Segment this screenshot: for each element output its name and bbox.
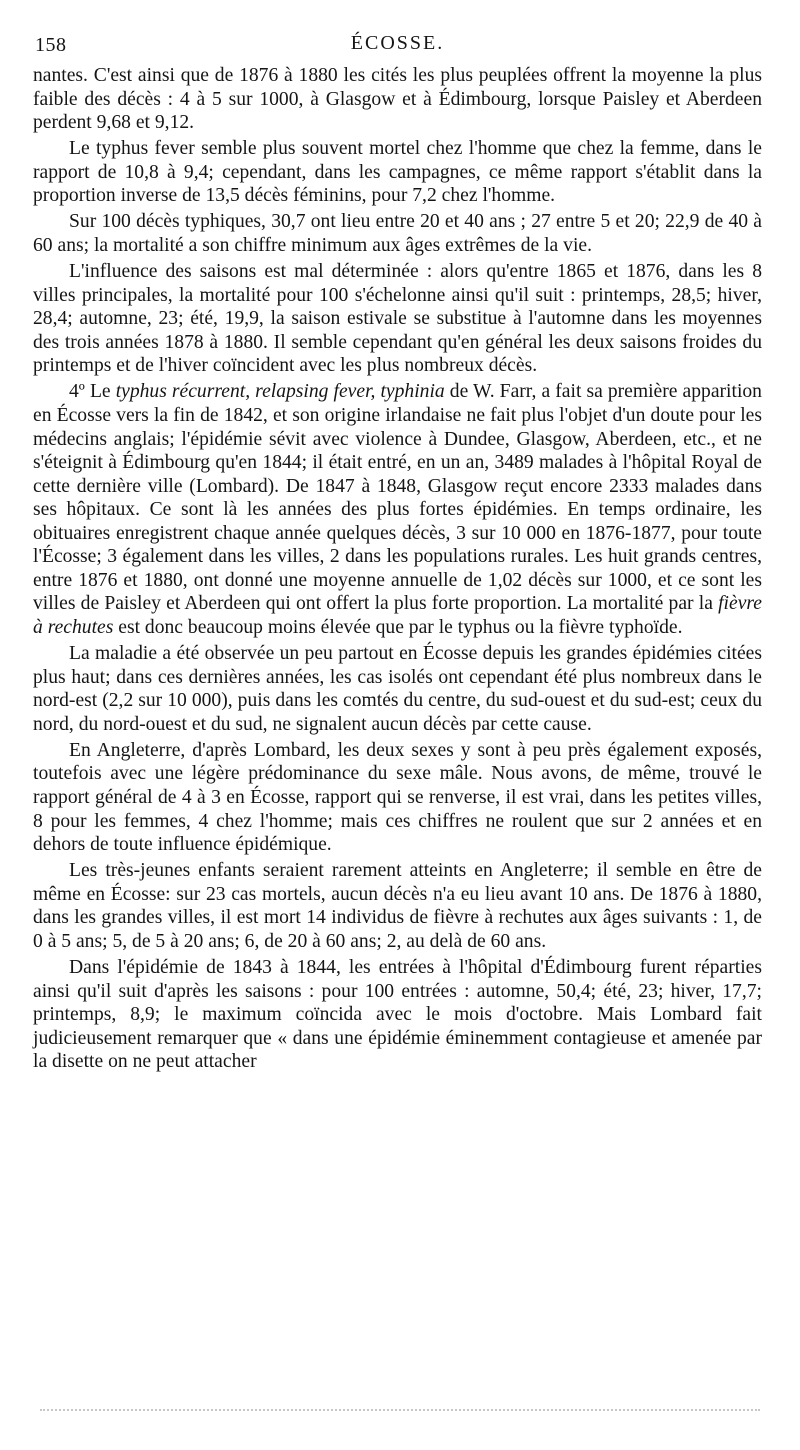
italic-text: typhus récurrent, relapsing fever, typhinia [115,381,445,403]
paragraph [33,642,762,736]
paragraph [33,137,762,208]
text-run: de W. Farr, a fait sa première apparition en Écosse vers la fin de 1842, et son origine irlandaise ne fait plus l'objet d'un doute pour les médecins anglais; l'épidémie sévit avec violence à Dundee, Glasgow, Aberdeen, etc., et ne s'éteignit à Édimbourg qu'en 1844; il était entré, en un an, 3489 malades à l'hôpital Royal de cette dernière ville (Lombard). De 1847 à 1848, Glasgow reçut encore 2333 malades dans ses hôpitaux. Ce sont là les années des plus fortes épidémies. En temps ordinaire, les obituaires enregistrent chaque année quelques décès, 3 sur 10 000 en 1876-1877, pour toute l'Écosse; 3 également dans les villes, 2 dans les populations rurales. Les huit grands centres, entre 1876 et 1880, ont donné une moyenne annuelle de 1,02 décès sur 1000, et ce sont les villes de Paisley et Aberdeen qui ont offert la plus forte proportion. La mortalité par la [33,381,762,615]
text-run: La maladie a été observée un peu partout en Écosse depuis les grandes épidémies citées plus haut; dans ces dernières années, les cas isolés ont cependant été plus nombreux dans le nord-est (2,2 sur 10 000), puis dans les comtés du centre, du sud-ouest et du sud-est; ceux du nord, du nord-ouest et du sud, ne signalent aucun décès par cette cause. [33,643,762,735]
text-run: nantes. C'est ainsi que de 1876 à 1880 les cités les plus peuplées offrent la moyenne la plus faible des décès : 4 à 5 sur 1000, à Glasgow et à Édimbourg, lorsque Paisley et Aberdeen perdent 9,68 et 9,12. [33,65,762,134]
paragraph [33,859,762,953]
running-title: ÉCOSSE. [350,32,445,54]
paragraph [33,64,762,135]
text-run: En Angleterre, d'après Lombard, les deux sexes y sont à peu près également exposés, toutefois avec une légère prédominance du sexe mâle. Nous avons, de même, trouvé le rapport général de 4 à 3 en Écosse, rapport qui se renverse, il est vrai, dans les petites villes, 8 pour les femmes, 4 chez l'homme; mais ces chiffres ne roulent que sur 2 années et en dehors de toute influence épidémique. [33,739,762,856]
body-text [33,64,762,1074]
paragraph [33,260,762,378]
bottom-scan-marks [40,1409,760,1414]
text-run: L'influence des saisons est mal déterminée : alors qu'entre 1865 et 1876, dans les 8 villes principales, la mortalité pour 100 s'échelonne ainsi qu'il suit : printemps, 28,5; hiver, 28,4; automne, 23; été, 19,9, la saison estivale se substitue à l'automne dans les moyennes des trois années 1878 à 1880. Il semble cependant qu'en général les deux saisons froides du printemps et de l'hiver coïncident avec les plus nombreux décès. [33,261,762,377]
text-run: Les très-jeunes enfants seraient rarement atteints en Angleterre; il semble en être de même en Écosse: sur 23 cas mortels, aucun décès n'a eu lieu avant 10 ans. De 1876 à 1880, dans les grandes villes, il est mort 14 individus de fièvre à rechutes aux âges suivants : 1, de 0 à 5 ans; 5, de 5 à 20 ans; 6, de 20 à 60 ans; 2, au delà de 60 ans. [33,860,762,952]
paragraph [33,739,762,857]
text-run: Le typhus fever semble plus souvent mortel chez l'homme que chez la femme, dans le rapport de 10,8 à 9,4; cependant, dans les campagnes, ce même rapport s'établit dans la proportion inverse de 13,5 décès féminins, pour 7,2 chez l'homme. [33,138,762,207]
paragraph [33,956,762,1074]
paragraph [33,210,762,257]
text-run: 4º Le [69,381,116,403]
text-run: est donc beaucoup moins élevée que par le typhus ou la fièvre typhoïde. [113,616,683,638]
text-run: Sur 100 décès typhiques, 30,7 ont lieu entre 20 et 40 ans ; 27 entre 5 et 20; 22,9 de 40 à 60 ans; la mortalité a son chiffre minimum aux âges extrêmes de la vie. [33,211,762,257]
paragraph [33,380,762,639]
text-run: Dans l'épidémie de 1843 à 1844, les entrées à l'hôpital d'Édimbourg furent réparties ainsi qu'il suit d'après les saisons : pour 100 entrées : automne, 50,4; été, 23; hiver, 17,7; printemps, 8,9; le maximum coïncida avec le mois d'octobre. Mais Lombard fait judicieusement remarquer que « dans une épidémie éminemment contagieuse et amenée par la disette on ne peut attacher [33,956,762,1073]
italic-text: fièvre à rechutes [33,593,762,638]
running-head [33,26,762,64]
page-number: 158 [35,34,67,56]
